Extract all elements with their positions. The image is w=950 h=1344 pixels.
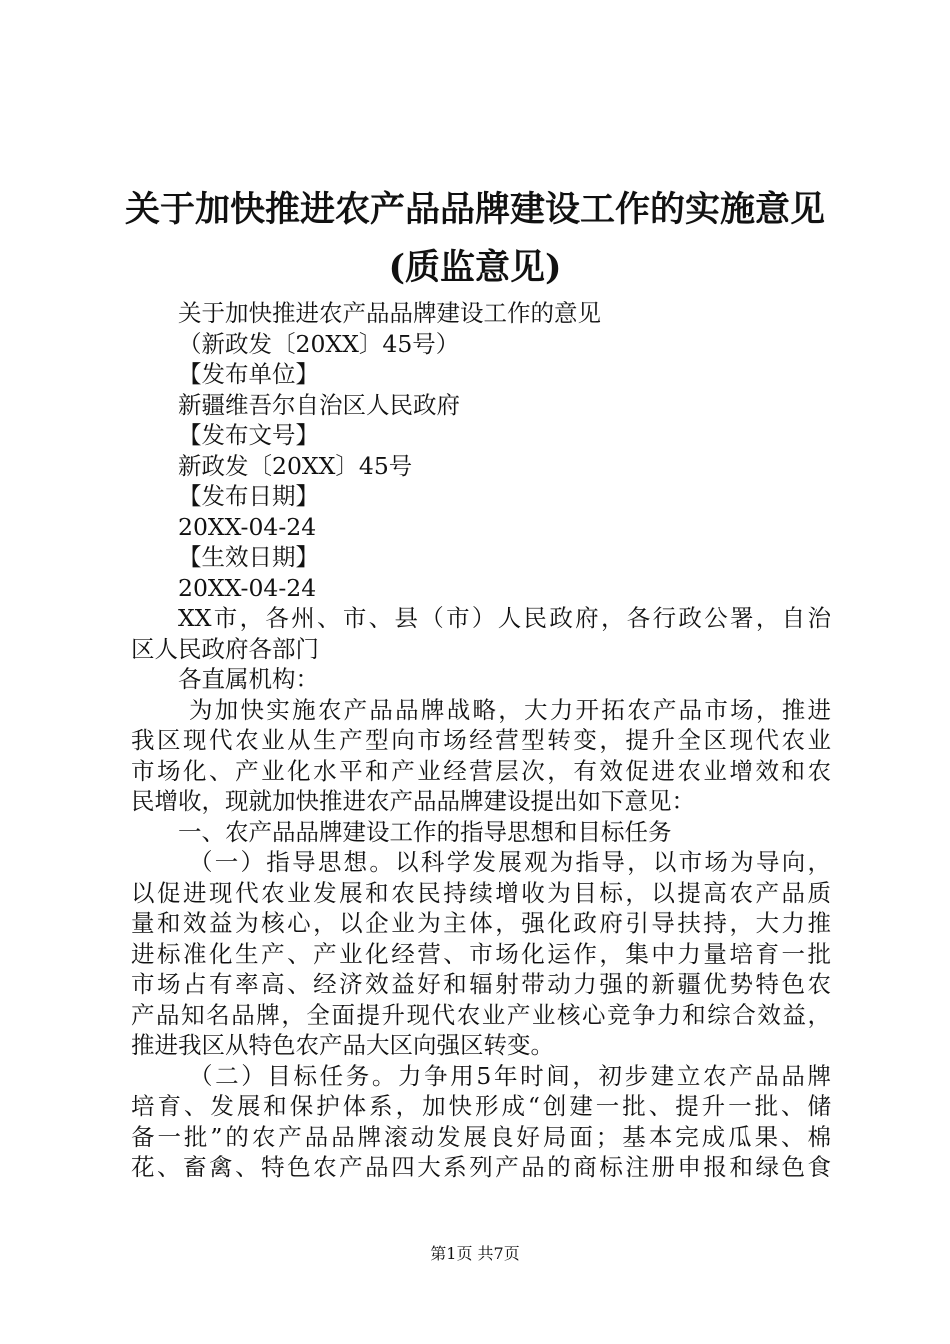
text-line: 市场化、产业化水平和产业经营层次，有效促进农业增效和农 <box>131 756 831 785</box>
text-line: 为加快实施农产品品牌战略，大力开拓农产品市场，推进 <box>189 695 831 724</box>
text-line: 各直属机构： <box>178 665 319 693</box>
text-line: 市场占有率高、经济效益好和辐射带动力强的新疆优势特色农 <box>131 970 831 998</box>
text-line: （二）目标任务。力争用5年时间，初步建立农产品品牌 <box>189 1061 831 1090</box>
document-body <box>131 298 831 1183</box>
text-line: 量和效益为核心，以企业为主体，强化政府引导扶持，大力推 <box>131 909 831 937</box>
text-line: 20XX-04-24 <box>178 512 317 541</box>
text-line: 产品知名品牌，全面提升现代农业产业核心竞争力和综合效益， <box>131 1000 831 1029</box>
text-line: 备一批”的农产品品牌滚动发展良好局面；基本完成瓜果、棉 <box>131 1122 831 1151</box>
document-title: 关于加快推进农产品品牌建设工作的实施意见 <box>124 189 825 230</box>
text-line: 以促进现代农业发展和农民持续增收为目标，以提高农产品质 <box>131 878 831 907</box>
text-line: （新政发〔20XX〕45号） <box>178 329 460 358</box>
page-footer: 第1页 共7页 <box>430 1244 520 1263</box>
text-line: 民增收，现就加快推进农产品品牌建设提出如下意见： <box>131 787 695 815</box>
text-line: 进标准化生产、产业化经营、市场化运作，集中力量培育一批 <box>131 939 831 968</box>
text-line: 区人民政府各部门 <box>131 634 319 663</box>
text-line: 培育、发展和保护体系，加快形成“创建一批、提升一批、储 <box>131 1092 831 1120</box>
text-line: 新疆维吾尔自治区人民政府 <box>178 390 460 419</box>
text-line: （一）指导思想。以科学发展观为指导，以市场为导向， <box>189 848 831 876</box>
text-line: 新政发〔20XX〕45号 <box>178 451 413 480</box>
text-line: 【发布单位】 <box>178 360 319 388</box>
document-subtitle: (质监意见) <box>388 247 562 288</box>
text-line: 关于加快推进农产品品牌建设工作的意见 <box>178 299 601 327</box>
section-heading: 一、农产品品牌建设工作的指导思想和目标任务 <box>178 817 672 846</box>
text-line: 推进我区从特色农产品大区向强区转变。 <box>131 1031 554 1059</box>
text-line: 【发布日期】 <box>178 482 319 510</box>
text-line: XX市，各州、市、县（市）人民政府，各行政公署，自治 <box>178 604 831 632</box>
text-line: 花、畜禽、特色农产品四大系列产品的商标注册申报和绿色食 <box>131 1153 831 1181</box>
text-line: 我区现代农业从生产型向市场经营型转变，提升全区现代农业 <box>131 726 831 754</box>
text-line: 【发布文号】 <box>178 421 319 449</box>
text-line: 【生效日期】 <box>178 543 319 571</box>
text-line: 20XX-04-24 <box>178 573 317 602</box>
